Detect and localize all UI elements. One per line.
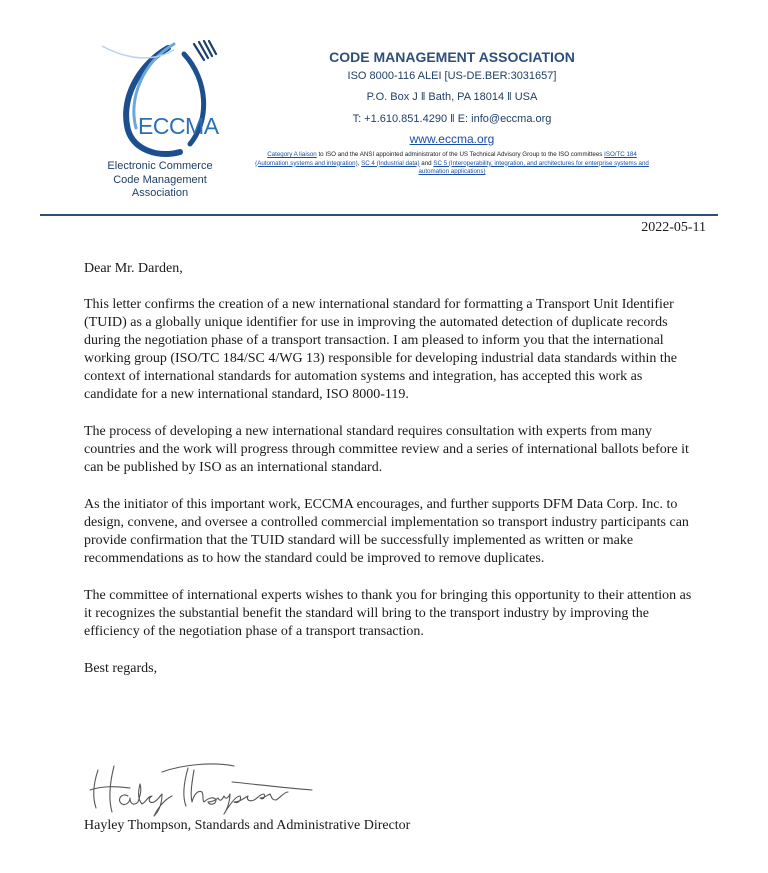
website-link[interactable]: www.eccma.org [409,132,495,146]
sc4-link[interactable]: SC 4 (Industrial data) [361,159,420,167]
closing: Best regards, [84,661,158,676]
letter-body [84,260,696,697]
iso-tc184-link[interactable]: ISO/TC 184 (Automation systems and integration) [255,151,637,167]
logo-caption [70,160,250,201]
body-paragraph: The committee of international experts wishes to thank you for bringing this opportunity to their attention as it recognizes the substantial benefit the standard will bring to the transport industry by improving the efficiency of the negotiation phase of a transport transaction. [84,588,692,639]
body-paragraph: This letter confirms the creation of a new international standard for formatting a Transport Unit Identifier (TUID) as a globally unique identifier for use in improving the automated detection of duplicate records during the negotiation phase of a transport transaction. I am pleased to inform you that the international working group (ISO/TC 184/SC 4/WG 13) responsible for developing industrial data standards within the context of international standards for automation systems and integration, has accepted this work as candidate for a new international standard, ISO 8000-119. [84,297,677,402]
logo-caption-line: Code Management [113,173,207,186]
header-divider [40,214,718,216]
signatory-name: Hayley Thompson, Standards and Administrative Director [84,818,411,833]
logo-caption-line: Association [131,187,189,199]
letterhead-info [252,48,652,177]
logo-caption-line: Electronic Commerce [107,160,213,172]
org-alei: ISO 8000-116 ALEI [US-DE.BER:3031657] [347,70,557,82]
org-name: CODE MANAGEMENT ASSOCIATION [329,49,575,65]
body-paragraph: As the initiator of this important work, ECCMA encourages, and further supports DFM Data Corp. Inc. to design, convene, and oversee a controlled commercial implementation so transport industry participants can provide confirmation that the TUID standard will be successfully implemented as written or make recommendations as to how the standard could be improved to remove duplicates. [84,497,689,566]
handwritten-signature [84,752,324,822]
letter-date: 2022-05-11 [641,220,706,235]
liaison-text: and [419,159,434,167]
category-a-liaison-link[interactable]: Category A liaison [267,151,317,158]
eccma-logo-swoosh-icon [98,40,228,162]
logo-wordmark: ECCMA [138,113,219,139]
body-paragraph: The process of developing a new international standard requires consultation with experts from many countries and the work will progress through committee review and a series of international ballots before it can be published by ISO as an international standard. [84,424,689,475]
salutation: Dear Mr. Darden, [84,261,183,276]
sc5-link[interactable]: SC 5 (Interoperability, integration, and architectures for enterprise systems and automation applications) [418,159,649,176]
liaison-text: to ISO and the ANSI appointed administrator of the US Technical Advisory Group to the ISO committees [316,151,605,158]
liaison-text: , [357,159,362,167]
liaison-statement [252,151,652,177]
org-address: P.O. Box J ‖ Bath, PA 18014 ‖ USA [366,91,538,103]
org-contact: T: +1.610.851.4290 ‖ E: info@eccma.org [352,113,552,125]
eccma-logo [70,40,250,215]
